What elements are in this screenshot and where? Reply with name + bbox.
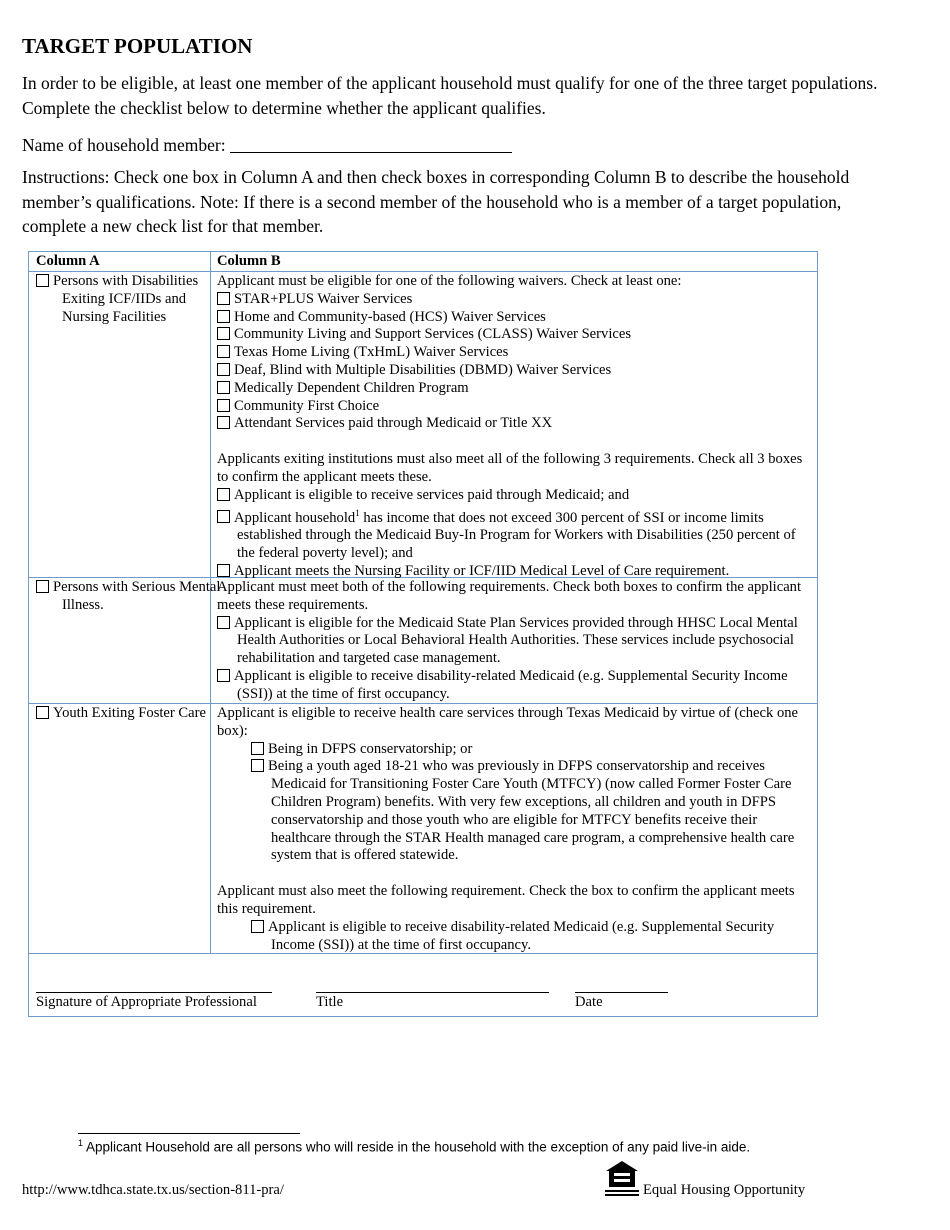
footer-url[interactable]: http://www.tdhca.state.tx.us/section-811-pra/ — [22, 1182, 284, 1198]
checkbox-requirement[interactable] — [217, 669, 230, 682]
col-b-foster-care — [217, 705, 815, 954]
equal-housing-icon — [605, 1160, 639, 1198]
requirement-item: Applicant meets the Nursing Facility or ICF/IID Medical Level of Care requirement. — [217, 563, 815, 581]
col-a-disabilities-label: Persons with Disabilities Exiting ICF/IIDs and Nursing Facilities — [53, 273, 199, 325]
footnote-marker: 1 — [355, 507, 360, 518]
checkbox-waiver[interactable] — [217, 363, 230, 376]
col-a-mental-illness — [36, 579, 232, 615]
waiver-item: Medically Dependent Children Program — [217, 380, 815, 398]
waiver-intro: Applicant must be eligible for one of the following waivers. Check at least one: — [217, 273, 682, 289]
checkbox-foster-option[interactable] — [251, 742, 264, 755]
requirement-item: Applicant is eligible to receive disability-related Medicaid (e.g. Supplemental Security Income (SSI)) at the time of first occupancy. — [217, 668, 815, 704]
household-member-name-field[interactable] — [230, 134, 512, 153]
title-field[interactable] — [316, 992, 549, 1012]
column-b-header: Column B — [217, 253, 281, 269]
col-b-disabilities — [217, 273, 815, 581]
checkbox-waiver[interactable] — [217, 416, 230, 429]
checkbox-foster-option[interactable] — [251, 759, 264, 772]
table-header-row — [29, 252, 817, 272]
requirement-item: Applicant is eligible to receive disability-related Medicaid (e.g. Supplemental Security Income (SSI)) at the time of first occupancy. — [251, 919, 815, 955]
checkbox-disabilities[interactable] — [36, 274, 49, 287]
checkbox-requirement[interactable] — [217, 616, 230, 629]
intro-paragraph: In order to be eligible, at least one member of the applicant household must qualify for one of the three target populations. Complete the checklist below to determine whether the applicant qualifies. — [22, 73, 878, 118]
instructions-paragraph: Instructions: Check one box in Column A and then check boxes in corresponding Column B to describe the household member’s qualifications. Note: If there is a second member of the household who is a member of a target population, complete a new check list for that member. — [22, 167, 850, 236]
footnote-text: Applicant Household are all persons who will reside in the household with the exception of any paid live-in aide. — [86, 1139, 751, 1155]
waiver-item: Texas Home Living (TxHmL) Waiver Services — [217, 344, 815, 362]
checkbox-requirement[interactable] — [217, 510, 230, 523]
institution-requirements-intro: Applicants exiting institutions must also meet all of the following 3 requirements. Check all 3 boxes to confirm the applicant meets these. — [217, 451, 803, 485]
waiver-item: Community Living and Support Services (CLASS) Waiver Services — [217, 326, 815, 344]
table-row-disabilities — [29, 272, 817, 578]
checkbox-requirement[interactable] — [217, 488, 230, 501]
col-a-mental-illness-label: Persons with Serious Mental Illness. — [53, 579, 221, 613]
footnote — [78, 1138, 750, 1155]
foster-option: Being a youth aged 18-21 who was previously in DFPS conservatorship and receives Medicaid for Transitioning Foster Care Youth (MTFCY) (now called Former Foster Care Children Program) benefits. With very few exceptions, all children and youth in DFPS conservatorship and those youth who are eligible for MTFCY benefits receive their healthcare through the STAR Health managed care program, a comprehensive health care system that is offered statewide. — [251, 758, 815, 865]
footnote-divider — [78, 1133, 300, 1134]
requirement-item: Applicant household$^1$ has income that does not exceed 300 percent of SSI or income limits established through the Medicaid Buy-In Program for Workers with Disabilities (250 percent of the federal poverty level); and — [217, 505, 815, 563]
equal-housing-label: Equal Housing Opportunity — [643, 1182, 806, 1198]
waiver-item: Deaf, Blind with Multiple Disabilities (DBMD) Waiver Services — [217, 362, 815, 380]
waiver-item: Community First Choice — [217, 398, 815, 416]
signature-label: Signature of Appropriate Professional — [36, 994, 257, 1010]
column-a-header: Column A — [36, 253, 100, 269]
date-label: Date — [575, 994, 603, 1010]
col-a-foster-care — [36, 705, 232, 723]
foster-option: Being in DFPS conservatorship; or — [251, 741, 815, 759]
waiver-item: Home and Community-based (HCS) Waiver Services — [217, 309, 815, 327]
household-member-label: Name of household member: — [22, 135, 226, 155]
title-label: Title — [316, 994, 344, 1010]
waiver-item: Attendant Services paid through Medicaid or Title XX — [217, 415, 815, 433]
checkbox-requirement[interactable] — [251, 920, 264, 933]
equal-housing-block — [605, 1160, 820, 1200]
checkbox-waiver[interactable] — [217, 327, 230, 340]
checkbox-requirement[interactable] — [217, 564, 230, 577]
table-row-foster-care — [29, 704, 817, 954]
table-row-mental-illness — [29, 578, 817, 704]
household-member-line — [22, 133, 512, 157]
checkbox-foster-care[interactable] — [36, 706, 49, 719]
date-field[interactable] — [575, 992, 668, 1012]
waiver-item: STAR+PLUS Waiver Services — [217, 291, 815, 309]
checkbox-waiver[interactable] — [217, 381, 230, 394]
mental-illness-intro: Applicant must meet both of the following requirements. Check both boxes to confirm the applicant meets these requirements. — [217, 579, 802, 613]
col-a-disabilities — [36, 273, 232, 326]
checkbox-waiver[interactable] — [217, 310, 230, 323]
requirement-item: Applicant is eligible for the Medicaid State Plan Services provided through HHSC Local Mental Health Authorities or Local Behavioral Health Authorities. These services include psychosocial rehabilitation and targeted case management. — [217, 615, 815, 668]
checklist-table — [28, 251, 818, 1017]
col-b-mental-illness — [217, 579, 815, 704]
foster-care-intro: Applicant is eligible to receive health care services through Texas Medicaid by virtue of (check one box): — [217, 705, 799, 739]
footnote-number: 1 — [78, 1138, 84, 1148]
checkbox-waiver[interactable] — [217, 345, 230, 358]
checkbox-waiver[interactable] — [217, 399, 230, 412]
signature-field[interactable] — [36, 992, 272, 1012]
col-a-foster-care-label: Youth Exiting Foster Care — [53, 705, 206, 721]
checkbox-waiver[interactable] — [217, 292, 230, 305]
page-title: TARGET POPULATION — [22, 34, 253, 58]
requirement-item: Applicant is eligible to receive services paid through Medicaid; and — [217, 487, 815, 505]
checkbox-mental-illness[interactable] — [36, 580, 49, 593]
signature-row — [29, 954, 817, 1016]
foster-requirement-intro: Applicant must also meet the following requirement. Check the box to confirm the applicant meets this requirement. — [217, 883, 795, 917]
